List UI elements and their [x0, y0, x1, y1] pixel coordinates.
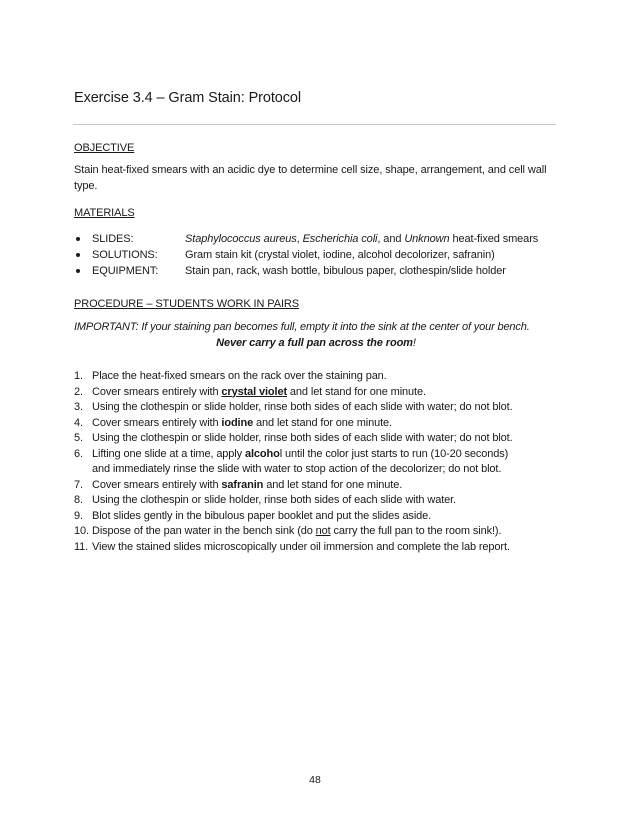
- materials-value: [185, 231, 538, 247]
- step-text: View the stained slides microscopically under oil immersion and complete the lab report.: [92, 540, 510, 553]
- step-text-post: and let stand for one minute.: [287, 385, 426, 398]
- step-text-pre: Lifting one slide at a time, apply: [92, 447, 245, 460]
- organism-name: Staphylococcus aureus: [185, 233, 297, 245]
- step-text-line2: and immediately rinse the slide with water to stop action of the decolorizer; do not blot.: [92, 462, 502, 475]
- step-text: Using the clothespin or slide holder, rinse both sides of each slide with water.: [92, 494, 456, 506]
- organism-name: Escherichia coli: [302, 233, 378, 245]
- step-number: 11.: [74, 540, 89, 553]
- materials-label: EQUIPMENT:: [92, 265, 159, 277]
- warning-end: !: [412, 337, 416, 349]
- title-divider: [73, 124, 556, 125]
- page-number: 48: [309, 774, 321, 786]
- step-text: [92, 385, 562, 400]
- separator: ,: [296, 233, 303, 245]
- step-number: 1.: [74, 370, 83, 382]
- step-text-post: and let stand for one minute.: [263, 478, 403, 491]
- materials-value: Stain pan, rack, wash bottle, bibulous paper, clothespin/slide holder: [185, 265, 506, 277]
- emphasis-not: not: [315, 525, 331, 537]
- materials-label: SLIDES:: [92, 233, 134, 245]
- materials-heading: MATERIALS: [74, 207, 135, 219]
- step-number: 5.: [74, 432, 83, 444]
- objective-text: Stain heat-fixed smears with an acidic dye to determine cell size, shape, arrangement, and cell wall type.: [74, 164, 547, 192]
- step-text: [92, 416, 562, 431]
- step-text: [92, 478, 562, 493]
- materials-suffix: heat-fixed smears: [449, 233, 539, 245]
- step-text-pre: Cover smears entirely with: [92, 478, 222, 491]
- materials-label: SOLUTIONS:: [92, 249, 158, 261]
- step-text-post: and let stand for one minute.: [253, 416, 392, 429]
- step-text-post: carry the full pan to the room sink!).: [330, 525, 502, 537]
- step-text-pre: Dispose of the pan water in the bench sink (do: [92, 525, 316, 537]
- important-warning: [74, 335, 558, 351]
- step-number: 10.: [74, 525, 89, 537]
- step-text: Place the heat-fixed smears on the rack over the staining pan.: [92, 370, 387, 382]
- step-text: Using the clothespin or slide holder, rinse both sides of each slide with water; do not blot.: [92, 432, 513, 444]
- procedure-heading: PROCEDURE – STUDENTS WORK IN PAIRS: [74, 298, 299, 310]
- step-text: [92, 524, 562, 539]
- step-text-pre: Cover smears entirely with: [92, 385, 222, 398]
- step-number: 4.: [74, 416, 83, 429]
- page-title: Exercise 3.4 – Gram Stain: Protocol: [74, 90, 301, 106]
- reagent-crystal-violet: crystal violet: [221, 385, 287, 398]
- step-text-pre: Cover smears entirely with: [92, 416, 222, 429]
- step-number: 3.: [74, 401, 83, 413]
- step-number: 2.: [74, 385, 83, 398]
- warning-bold: Never carry a full pan across the room: [216, 337, 413, 349]
- step-text: [92, 447, 562, 478]
- reagent-alcohol: alcoho: [244, 447, 280, 460]
- step-number: 7.: [74, 478, 83, 491]
- step-text: Using the clothespin or slide holder, rinse both sides of each slide with water; do not blot.: [92, 401, 513, 413]
- reagent-iodine: iodine: [221, 416, 254, 429]
- materials-value: Gram stain kit (crystal violet, iodine, alcohol decolorizer, safranin): [185, 249, 495, 261]
- step-number: 8.: [74, 494, 83, 506]
- step-number: 6.: [74, 447, 83, 460]
- step-number: 9.: [74, 509, 83, 522]
- important-notice: IMPORTANT: If your staining pan becomes full, empty it into the sink at the center of your bench.: [74, 321, 530, 333]
- reagent-safranin: safranin: [221, 478, 264, 491]
- separator: , and: [377, 233, 405, 245]
- step-text-post: l until the color just starts to run (10-20 seconds): [279, 447, 509, 460]
- objective-heading: OBJECTIVE: [74, 142, 135, 154]
- organism-name: Unknown: [404, 233, 450, 245]
- step-text: Blot slides gently in the bibulous paper booklet and put the slides aside.: [92, 509, 432, 522]
